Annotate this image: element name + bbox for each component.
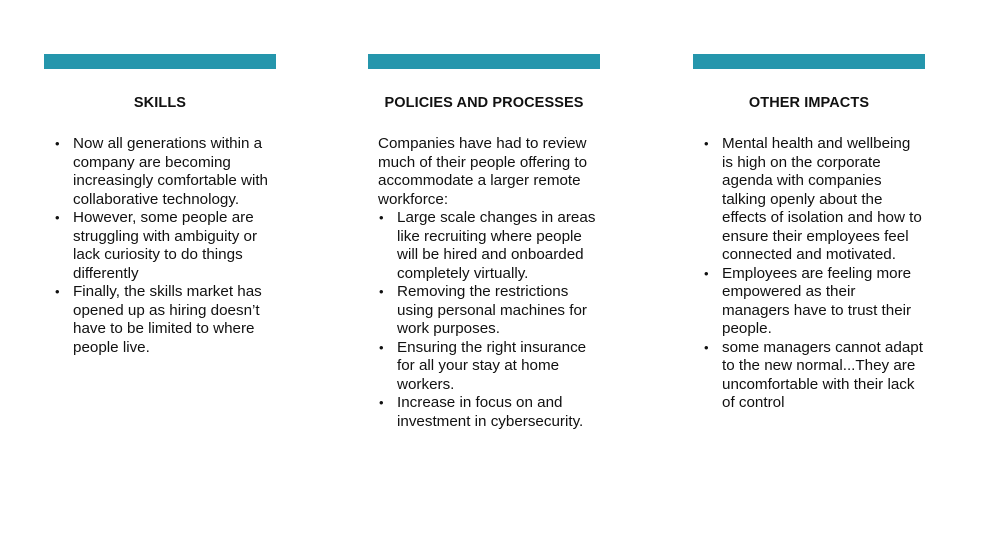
other-impacts-bullet-3: • some managers cannot adapt to the new normal...They are uncomfortable with their lack of control [693, 339, 925, 413]
policies-intro: Companies have had to review much of their people offering to accommodate a larger remote workforce: [378, 135, 588, 208]
other-impacts-bullet-list [693, 135, 925, 413]
policies-bullet-1: • Large scale changes in areas like recruiting where people will be hired and onboarded completely virtually. [378, 209, 600, 283]
skills-column [44, 54, 276, 357]
skills-bullet-list [44, 135, 276, 357]
policies-column [368, 54, 600, 431]
other-impacts-accent-bar [693, 54, 925, 69]
other-impacts-body [693, 125, 925, 413]
other-impacts-column [693, 54, 925, 413]
policies-bullet-list [378, 209, 600, 431]
skills-bullet-1: • Now all generations within a company are becoming increasingly comfortable with collaborative technology. [44, 135, 276, 209]
other-impacts-bullet-2: • Employees are feeling more empowered as their managers have to trust their people. [693, 265, 925, 339]
skills-heading: SKILLS [133, 95, 187, 111]
other-impacts-heading: OTHER IMPACTS [748, 95, 870, 111]
policies-bullet-2: • Removing the restrictions using personal machines for work purposes. [378, 283, 600, 339]
skills-body [44, 125, 276, 357]
skills-bullet-2: • However, some people are struggling with ambiguity or lack curiosity to do things differently [44, 209, 276, 283]
other-impacts-bullet-1: • Mental health and wellbeing is high on the corporate agenda with companies talking openly about the effects of isolation and how to ensure their employees feel connected and motivated. [693, 135, 925, 265]
policies-bullet-4: • Increase in focus on and investment in cybersecurity. [378, 394, 600, 431]
policies-body [368, 125, 600, 431]
policies-accent-bar [368, 54, 600, 69]
policies-bullet-3: • Ensuring the right insurance for all your stay at home workers. [378, 339, 600, 395]
skills-bullet-3: • Finally, the skills market has opened up as hiring doesn’t have to be limited to where people live. [44, 283, 276, 357]
skills-accent-bar [44, 54, 276, 69]
policies-heading: POLICIES AND PROCESSES [384, 95, 584, 111]
